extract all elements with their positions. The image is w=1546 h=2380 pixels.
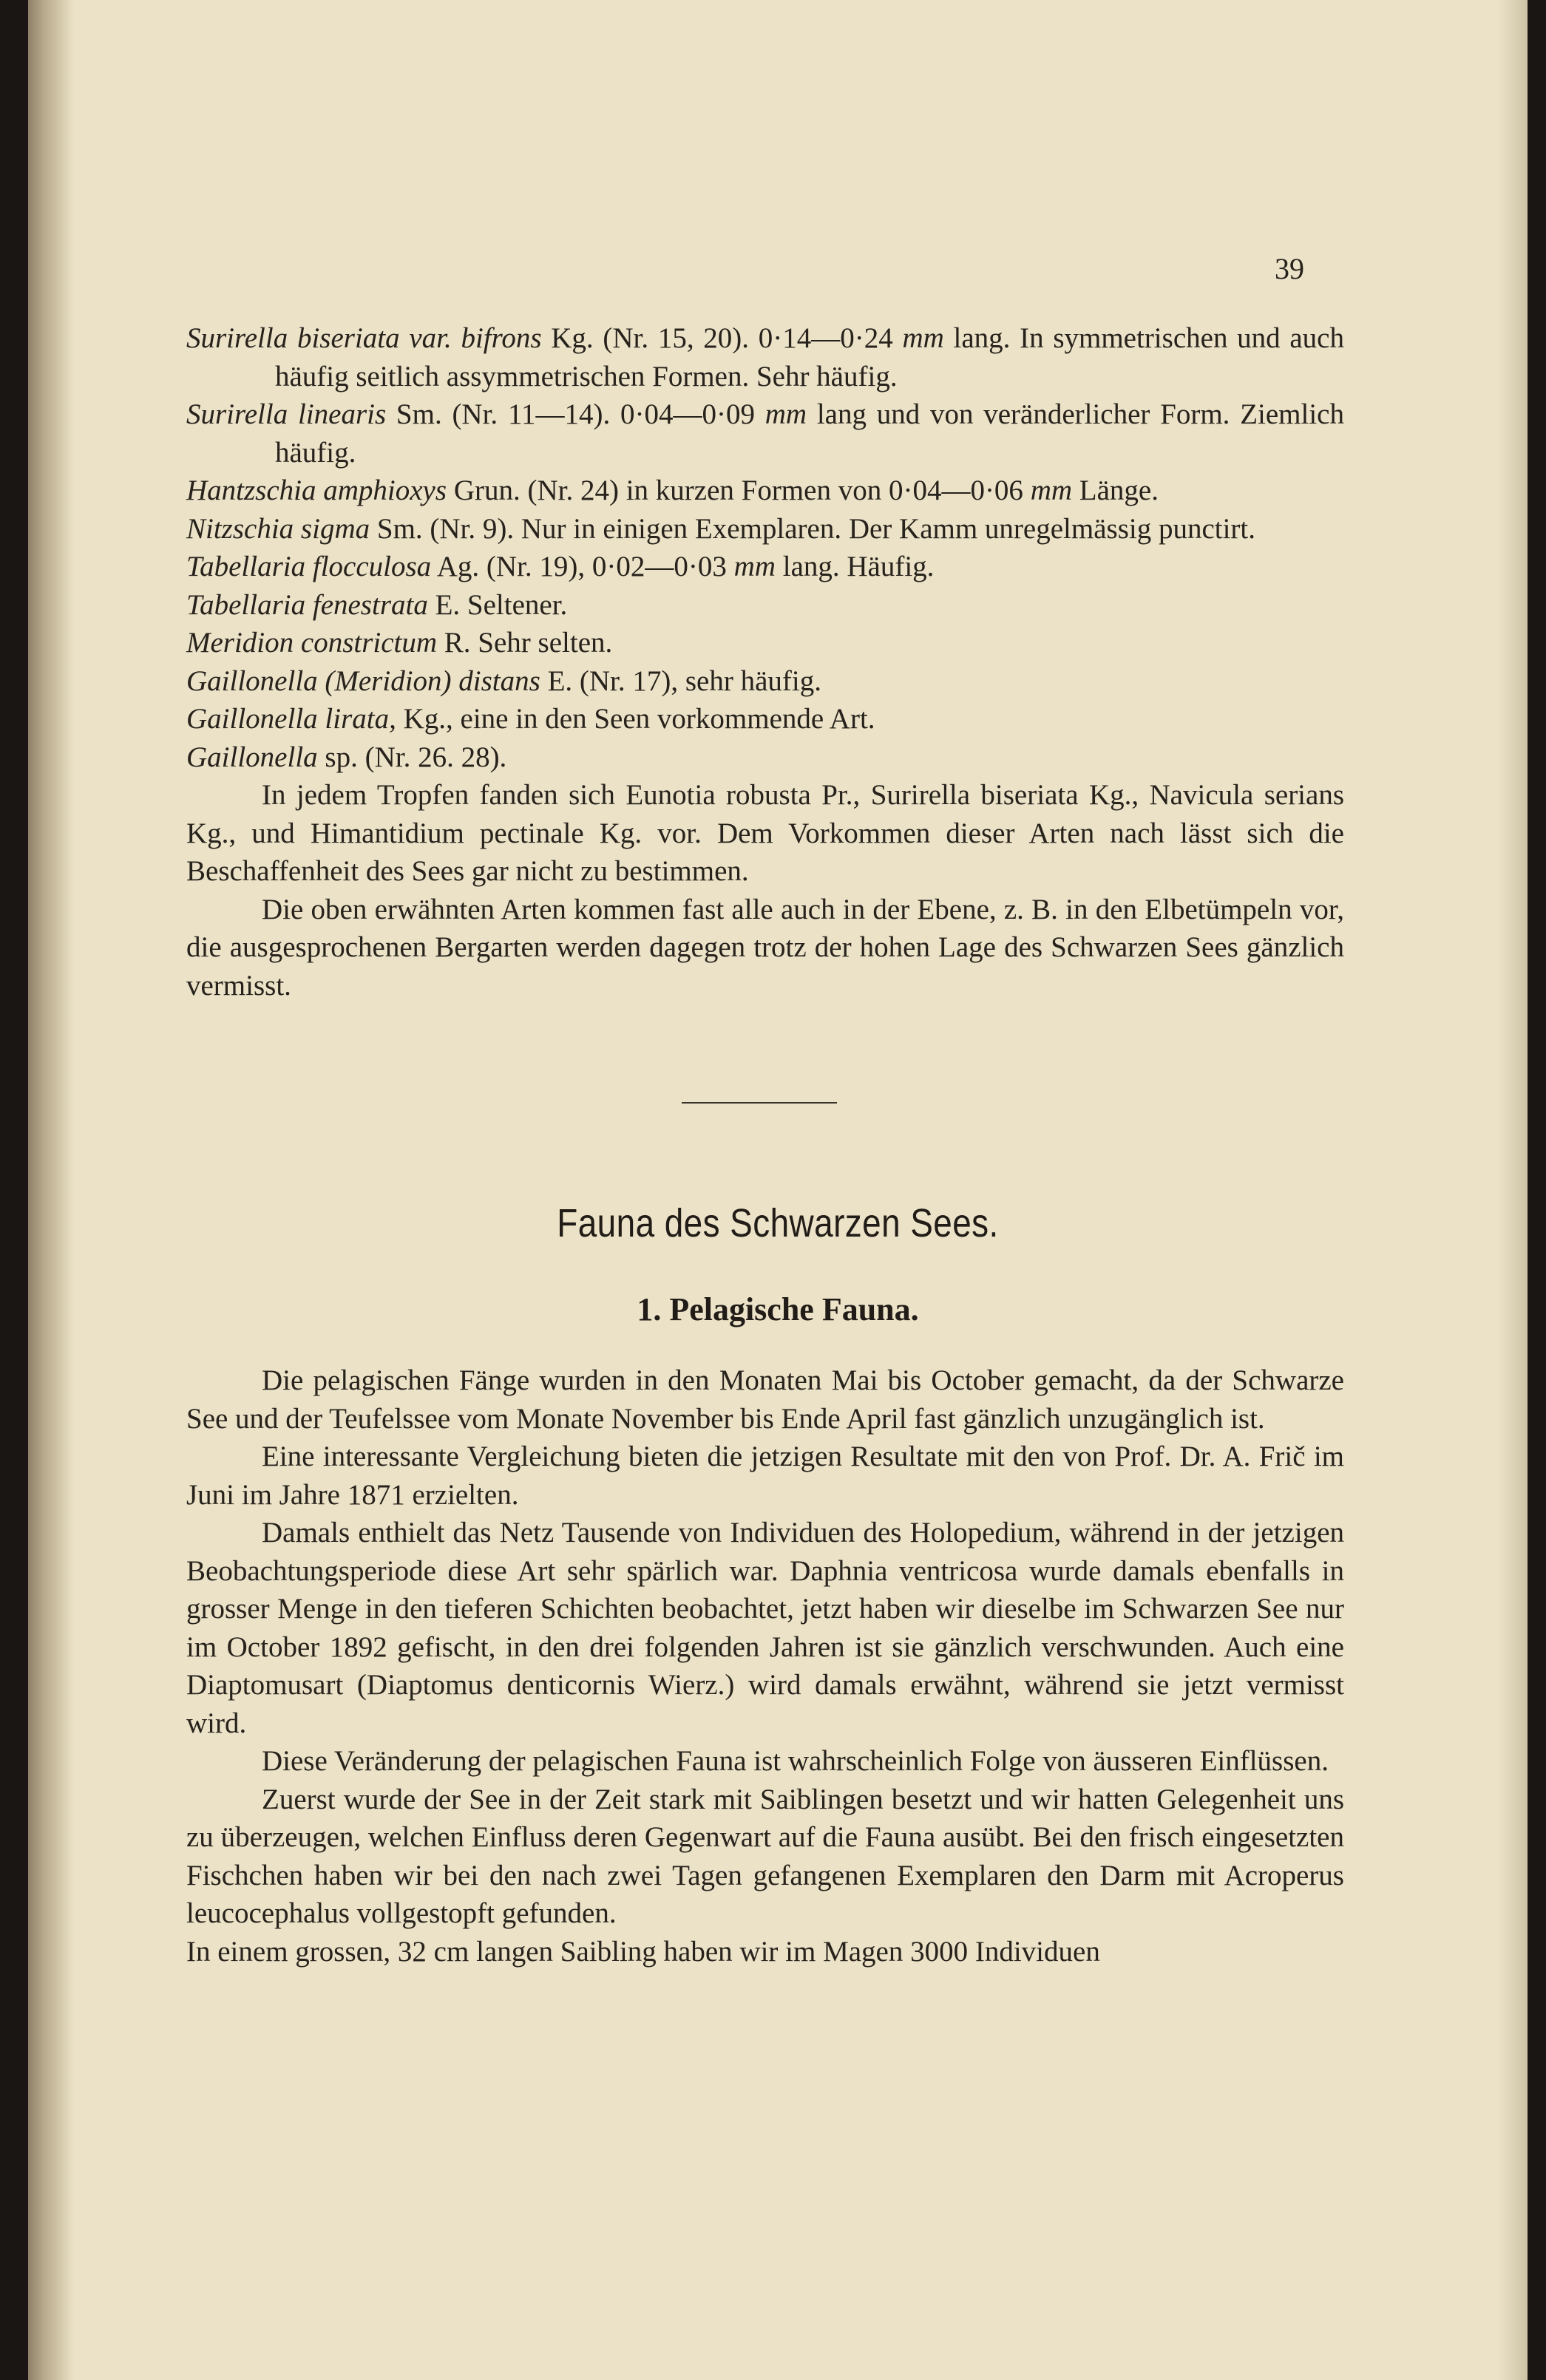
book-page xyxy=(28,0,1528,2380)
species-section xyxy=(186,319,1344,1004)
species-name: Tabellaria flocculosa xyxy=(186,551,432,582)
body-paragraph: In einem grossen, 32 cm langen Saibling haben wir im Magen 3000 Individuen xyxy=(186,1935,1100,1968)
species-entry: Tabellaria fenestrata E. Seltener. xyxy=(186,588,568,621)
body-paragraph: Die pelagischen Fänge wurden in den Monaten Mai bis October gemacht, da der Schwarze See und der Teufelssee vom Monate November bis Ende April fast gänzlich unzugänglich ist. xyxy=(186,1364,1344,1435)
body-paragraph: Damals enthielt das Netz Tausende von Individuen des Holopedium, während in der jetzigen Beobachtungsperiode diese Art sehr spärlich war. Daphnia ventricosa wurde damals ebenfalls in grosser Menge in den tieferen Schichten beobachtet, jetzt haben wir dieselbe im Schwarzen See nur im October 1892 gefischt, in den drei folgenden Jahren ist sie gänzlich verschwunden. Auch eine Diaptomusart (Diaptomus denticornis Wierz.) wird damals erwähnt, während sie jetzt vermisst wird. xyxy=(186,1517,1344,1739)
species-entry: Tabellaria flocculosa Ag. (Nr. 19), 0·02—0·03 mm lang. Häufig. xyxy=(186,551,935,582)
species-name: Meridion constrictum xyxy=(186,627,438,659)
species-entry: Gaillonella lirata, Kg., eine in den Seen vorkommende Art. xyxy=(186,703,875,735)
species-entry: Nitzschia sigma Sm. (Nr. 9). Nur in einigen Exemplaren. Der Kamm unregelmässig punctirt. xyxy=(186,512,1256,545)
body-paragraph: Eine interessante Vergleichung bieten die jetzigen Resultate mit den von Prof. Dr. A. Frič im Juni im Jahre 1871 erzielten. xyxy=(186,1441,1344,1511)
species-entry: Surirella biseriata var. bifrons Kg. (Nr. 15, 20). 0·14—0·24 mm lang. In symmetrischen und auch häufig seitlich assymmetrischen Formen. Sehr häufig. xyxy=(186,322,1344,392)
body-paragraph: Diese Veränderung der pelagischen Fauna ist wahrscheinlich Folge von äusseren Einflüssen. xyxy=(262,1745,1329,1777)
species-entry: Hantzschia amphioxys Grun. (Nr. 24) in kurzen Formen von 0·04—0·06 mm Länge. xyxy=(186,475,1159,506)
section-title: Fauna des Schwarzen Sees. xyxy=(557,1201,999,1245)
species-entry: Gaillonella sp. (Nr. 26. 28). xyxy=(186,741,507,773)
species-name: Gaillonella lirata, xyxy=(186,703,396,735)
body-paragraph: In jedem Tropfen fanden sich Eunotia robusta Pr., Surirella biseriata Kg., Navicula serians Kg., und Himantidium pectinale Kg. vor. Dem Vorkommen dieser Arten nach lässt sich die Beschaffenheit des Sees gar nicht zu bestimmen. xyxy=(186,779,1344,887)
species-name: Surirella linearis xyxy=(186,398,387,430)
body-paragraph: Zuerst wurde der See in der Zeit stark mit Saiblingen besetzt und wir hatten Gelegenheit uns zu überzeugen, welchen Einfluss deren Gegenwart auf die Fauna ausübt. Bei den frisch eingesetzten Fischchen haben wir bei den nach zwei Tagen gefangenen Exemplaren den Darm mit Acroperus leucocephalus vollgestopft gefunden. xyxy=(186,1783,1344,1929)
body-paragraph: Die oben erwähnten Arten kommen fast alle auch in der Ebene, z. B. in den Elbetümpeln vor, die ausgesprochenen Bergarten werden dagegen trotz der hohen Lage des Schwarzen Sees gänzlich vermisst. xyxy=(186,893,1344,1002)
page-edge xyxy=(1498,0,1528,2380)
species-name: Tabellaria fenestrata xyxy=(186,588,428,621)
section-subtitle: 1. Pelagische Fauna. xyxy=(637,1291,919,1327)
species-name: Hantzschia amphioxys xyxy=(186,475,447,506)
species-entry: Meridion constrictum R. Sehr selten. xyxy=(186,627,613,659)
section-divider xyxy=(682,1102,837,1104)
page-number: 39 xyxy=(1275,252,1304,285)
species-entry: Gaillonella (Meridion) distans E. (Nr. 17), sehr häufig. xyxy=(186,664,821,697)
species-name: Nitzschia sigma xyxy=(186,512,370,545)
species-entry: Surirella linearis Sm. (Nr. 11—14). 0·04—0·09 mm lang und von veränderlicher Form. Ziemlich häufig. xyxy=(186,398,1344,469)
species-name: Gaillonella xyxy=(186,741,318,773)
page-gutter xyxy=(28,0,74,2380)
fauna-body xyxy=(186,1361,1344,1971)
species-name: Gaillonella (Meridion) distans xyxy=(186,664,540,697)
species-name: Surirella biseriata var. bifrons xyxy=(186,322,542,354)
